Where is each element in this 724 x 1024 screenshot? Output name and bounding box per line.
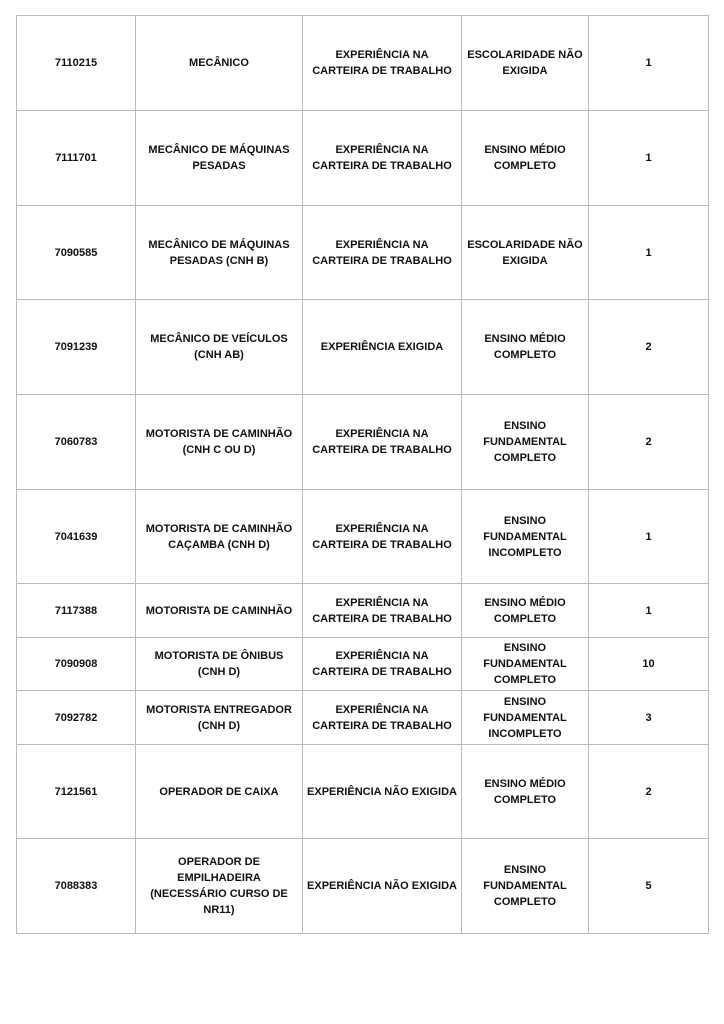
vacancy-count: 2 xyxy=(589,300,709,395)
table-row xyxy=(17,16,709,111)
job-title: MOTORISTA DE ÔNIBUS (CNH D) xyxy=(136,638,303,691)
vacancy-count: 10 xyxy=(589,638,709,691)
job-code: 7121561 xyxy=(17,745,136,839)
experience-requirement: EXPERIÊNCIA NÃO EXIGIDA xyxy=(303,745,462,839)
experience-requirement: EXPERIÊNCIA NA CARTEIRA DE TRABALHO xyxy=(303,395,462,490)
education-requirement: ENSINO MÉDIO COMPLETO xyxy=(462,584,589,638)
job-code: 7092782 xyxy=(17,691,136,745)
job-title: MOTORISTA ENTREGADOR (CNH D) xyxy=(136,691,303,745)
job-code: 7088383 xyxy=(17,839,136,934)
job-code: 7041639 xyxy=(17,490,136,584)
job-code: 7090585 xyxy=(17,206,136,300)
vacancy-count: 1 xyxy=(589,206,709,300)
education-requirement: ESCOLARIDADE NÃO EXIGIDA xyxy=(462,16,589,111)
job-title: MECÂNICO DE VEÍCULOS (CNH AB) xyxy=(136,300,303,395)
table-row xyxy=(17,395,709,490)
experience-requirement: EXPERIÊNCIA NA CARTEIRA DE TRABALHO xyxy=(303,584,462,638)
vacancy-count: 3 xyxy=(589,691,709,745)
vacancy-count: 2 xyxy=(589,395,709,490)
job-code: 7117388 xyxy=(17,584,136,638)
vacancy-count: 1 xyxy=(589,16,709,111)
experience-requirement: EXPERIÊNCIA EXIGIDA xyxy=(303,300,462,395)
table-row xyxy=(17,745,709,839)
table-row xyxy=(17,490,709,584)
experience-requirement: EXPERIÊNCIA NA CARTEIRA DE TRABALHO xyxy=(303,16,462,111)
job-title: MOTORISTA DE CAMINHÃO CAÇAMBA (CNH D) xyxy=(136,490,303,584)
job-code: 7110215 xyxy=(17,16,136,111)
vacancy-count: 1 xyxy=(589,111,709,206)
vacancy-count: 5 xyxy=(589,839,709,934)
table-row xyxy=(17,111,709,206)
table-row xyxy=(17,584,709,638)
education-requirement: ENSINO MÉDIO COMPLETO xyxy=(462,745,589,839)
experience-requirement: EXPERIÊNCIA NA CARTEIRA DE TRABALHO xyxy=(303,206,462,300)
experience-requirement: EXPERIÊNCIA NÃO EXIGIDA xyxy=(303,839,462,934)
table-row xyxy=(17,300,709,395)
job-title: MECÂNICO DE MÁQUINAS PESADAS (CNH B) xyxy=(136,206,303,300)
table-row xyxy=(17,206,709,300)
experience-requirement: EXPERIÊNCIA NA CARTEIRA DE TRABALHO xyxy=(303,691,462,745)
job-title: MOTORISTA DE CAMINHÃO (CNH C OU D) xyxy=(136,395,303,490)
education-requirement: ENSINO MÉDIO COMPLETO xyxy=(462,300,589,395)
education-requirement: ENSINO FUNDAMENTAL COMPLETO xyxy=(462,839,589,934)
table-row xyxy=(17,691,709,745)
education-requirement: ENSINO FUNDAMENTAL INCOMPLETO xyxy=(462,691,589,745)
experience-requirement: EXPERIÊNCIA NA CARTEIRA DE TRABALHO xyxy=(303,490,462,584)
job-vacancies-table xyxy=(16,15,709,934)
experience-requirement: EXPERIÊNCIA NA CARTEIRA DE TRABALHO xyxy=(303,638,462,691)
table-row xyxy=(17,839,709,934)
job-title: OPERADOR DE EMPILHADEIRA (NECESSÁRIO CURSO DE NR11) xyxy=(136,839,303,934)
job-title: MOTORISTA DE CAMINHÃO xyxy=(136,584,303,638)
vacancy-count: 1 xyxy=(589,584,709,638)
table-row xyxy=(17,638,709,691)
job-title: MECÂNICO xyxy=(136,16,303,111)
vacancy-count: 2 xyxy=(589,745,709,839)
vacancy-count: 1 xyxy=(589,490,709,584)
job-code: 7060783 xyxy=(17,395,136,490)
education-requirement: ENSINO FUNDAMENTAL COMPLETO xyxy=(462,395,589,490)
job-code: 7111701 xyxy=(17,111,136,206)
job-title: MECÂNICO DE MÁQUINAS PESADAS xyxy=(136,111,303,206)
job-code: 7091239 xyxy=(17,300,136,395)
experience-requirement: EXPERIÊNCIA NA CARTEIRA DE TRABALHO xyxy=(303,111,462,206)
job-title: OPERADOR DE CAIXA xyxy=(136,745,303,839)
education-requirement: ENSINO FUNDAMENTAL COMPLETO xyxy=(462,638,589,691)
education-requirement: ENSINO MÉDIO COMPLETO xyxy=(462,111,589,206)
job-code: 7090908 xyxy=(17,638,136,691)
education-requirement: ENSINO FUNDAMENTAL INCOMPLETO xyxy=(462,490,589,584)
education-requirement: ESCOLARIDADE NÃO EXIGIDA xyxy=(462,206,589,300)
